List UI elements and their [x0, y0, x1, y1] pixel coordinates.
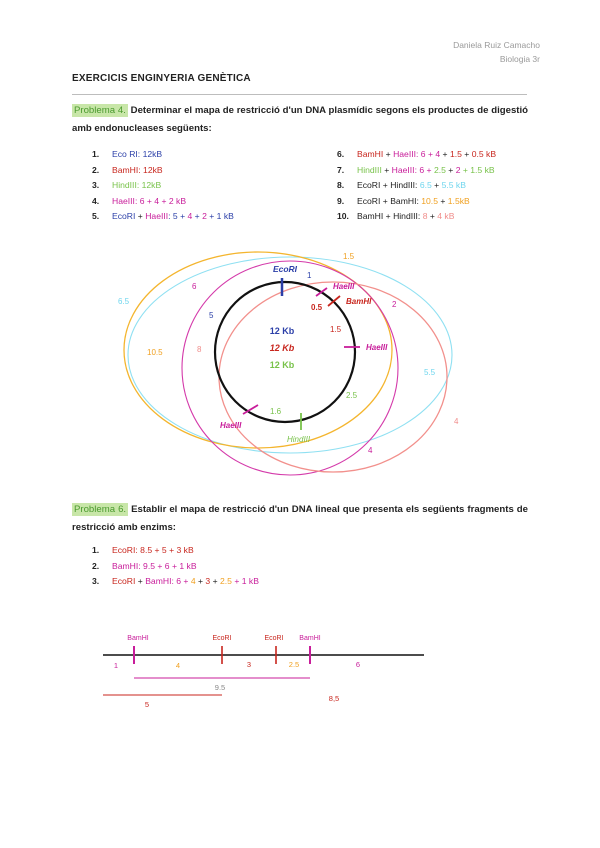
list-item-number: 3. — [92, 180, 100, 190]
arc-label-1-5-top: 1.5 — [343, 252, 355, 261]
list-item — [337, 178, 496, 194]
list-item-text: + — [135, 211, 146, 221]
arc-label-5-5: 5.5 — [424, 368, 436, 377]
problem4-text: Determinar el mapa de restricció d'un DNA plasmídic segons els productes de digestió amb endonucleases següents: — [72, 105, 529, 134]
arc-cyan-ecori-hindiii — [128, 257, 452, 453]
list-item — [92, 574, 259, 590]
list-item — [337, 163, 496, 179]
title-divider — [72, 94, 527, 95]
list-item-text: : — [416, 195, 422, 206]
arc-label-6-5: 6.5 — [118, 297, 130, 306]
list-item-text: 2 — [202, 211, 207, 221]
arc-label-0-5: 0.5 — [311, 303, 323, 312]
site-label-bamhi: BamHI — [346, 297, 372, 306]
list-item-text: 8 — [422, 211, 428, 221]
list-item-text: 3 — [205, 576, 211, 586]
list-item-number: 7. — [337, 164, 345, 175]
list-item-text: : 6 + 4 + 2 kB — [134, 195, 187, 206]
author-block — [453, 38, 540, 66]
site-label-haeiii-top: HaeIII — [333, 282, 355, 291]
list-item-text: : 12kB — [137, 149, 163, 159]
list-item-text: BamHI — [357, 211, 384, 221]
arc-label-1: 1 — [307, 271, 312, 280]
list-item-text: + — [437, 195, 448, 206]
list-item-number: 4. — [92, 195, 100, 206]
list-item-text: 4 kB — [437, 211, 455, 221]
list-item-text: + — [380, 195, 391, 206]
list-item-text: 4 — [190, 576, 196, 586]
list-item-text: 2.5 — [433, 164, 446, 175]
list-item-text: + — [381, 164, 392, 175]
list-item-text: 1.5kB — [447, 195, 470, 206]
segment-label-2-5: 2.5 — [288, 660, 300, 669]
arc-label-8: 8 — [197, 345, 202, 354]
list-item-text: 1.5 — [449, 149, 462, 159]
author-name: Daniela Ruiz Camacho — [453, 40, 540, 50]
list-item-number: 5. — [92, 211, 100, 221]
arc-label-2: 2 — [392, 300, 397, 309]
arc-label-4-magenta: 4 — [368, 446, 373, 455]
list-item-text: 2.5 — [219, 576, 232, 586]
list-item-text: HaeIII — [391, 164, 415, 175]
list-item-text: + — [427, 211, 438, 221]
linear-site-label-ecori-2: EcoRI — [264, 635, 284, 642]
list-item-text: HindIII — [112, 180, 137, 190]
arc-salmon-bamhi-hindiii — [219, 282, 447, 472]
list-item-text: 2 — [455, 164, 461, 175]
problem6-list — [92, 543, 259, 590]
linear-map — [0, 625, 600, 715]
list-item-text: + — [431, 180, 442, 190]
list-item-text: HindIII — [390, 180, 416, 190]
list-item-text: : 12kB — [138, 164, 163, 175]
linear-site-label-bamhi-1: BamHI — [127, 635, 149, 642]
list-item-text: + — [192, 211, 203, 221]
list-item-text: EcoRI: 8.5 + 5 + 3 kB — [112, 545, 194, 555]
segment-label-1: 1 — [113, 661, 119, 670]
list-item-text: + — [210, 576, 220, 586]
problem4-tag: Problema 4. — [74, 105, 126, 116]
list-item — [92, 209, 234, 225]
list-item-text: EcoRI — [357, 195, 381, 206]
arc-label-5: 5 — [209, 311, 214, 320]
arc-label-10-5: 10.5 — [147, 348, 163, 357]
list-item-text: + — [461, 149, 472, 159]
list-item-text: + — [440, 149, 450, 159]
plasmid-map — [0, 240, 600, 485]
list-item-text: BamHI: 9.5 + 6 + 1 kB — [112, 560, 197, 571]
problem4-statement — [72, 102, 528, 138]
site-label-haeiii-right: HaeIII — [366, 343, 388, 352]
fragment-label-5: 5 — [144, 700, 150, 709]
list-item-text: 4 — [435, 149, 441, 159]
segment-label-3: 3 — [246, 660, 252, 669]
list-item — [92, 194, 234, 210]
list-item — [92, 163, 234, 179]
center-label-ecori: 12 Kb — [269, 326, 295, 336]
list-item-number: 8. — [337, 180, 345, 190]
list-item — [337, 194, 496, 210]
list-item-text: BamHI — [390, 195, 417, 206]
list-item-number: 10. — [337, 211, 349, 221]
list-item-text: BamHI — [145, 576, 172, 586]
fragment-label-8-5: 8,5 — [328, 694, 340, 703]
center-label-bamhi: 12 Kb — [269, 343, 295, 353]
list-item-number: 2. — [92, 560, 100, 571]
list-item-text: HaeIII — [112, 195, 135, 206]
list-item — [92, 178, 234, 194]
list-item-text: + 1 kB — [231, 576, 259, 586]
arc-label-1-5-inner: 1.5 — [330, 325, 342, 334]
list-item-text: HindIII — [357, 164, 382, 175]
list-item-text: 4 — [187, 211, 193, 221]
list-item-text: 10.5 — [421, 195, 438, 206]
list-item-text: HaeIII — [145, 211, 169, 221]
linear-site-label-ecori-1: EcoRI — [212, 635, 232, 642]
center-label-hindiii: 12 Kb — [269, 360, 295, 370]
list-item-text: : — [415, 180, 420, 190]
list-item-number: 9. — [337, 195, 345, 206]
list-item-text: 0.5 kB — [471, 149, 497, 159]
list-item-number: 6. — [337, 149, 345, 159]
segment-label-6: 6 — [355, 660, 361, 669]
list-item-text: 6.5 — [419, 180, 432, 190]
list-item — [92, 147, 234, 163]
problem6-text: Establir el mapa de restricció d'un DNA lineal que presenta els següents fragments de restricció amb enzims: — [72, 504, 528, 533]
problem6-statement — [72, 501, 528, 537]
list-item — [337, 147, 496, 163]
list-item-number: 2. — [92, 164, 100, 175]
fragment-label-9-5: 9.5 — [214, 683, 226, 692]
arc-label-2-5: 2.5 — [346, 391, 358, 400]
list-item-text: : 6 + — [171, 576, 191, 586]
list-item-text: + — [195, 576, 206, 586]
site-label-haeiii-left: HaeIII — [220, 421, 242, 430]
list-item-text: + — [383, 149, 394, 159]
site-label-ecori: EcoRI — [272, 264, 298, 274]
list-item-text: + — [445, 164, 456, 175]
list-item-text: + — [383, 211, 394, 221]
list-item-text: + — [380, 180, 391, 190]
list-item-text: HindIII — [393, 211, 418, 221]
list-item-number: 3. — [92, 576, 100, 586]
problem4-list-right — [337, 147, 496, 225]
page-title: EXERCICIS ENGINYERIA GENÈTICA — [72, 73, 251, 84]
list-item-text: + 1 kB — [206, 211, 234, 221]
list-item-text: : 5 + — [168, 211, 188, 221]
list-item-text: + — [135, 576, 146, 586]
list-item-text: : 12kB — [136, 180, 162, 190]
list-item — [92, 559, 259, 575]
arc-label-1-6: 1.6 — [270, 407, 282, 416]
list-item-number: 1. — [92, 545, 100, 555]
list-item-number: 1. — [92, 149, 100, 159]
list-item-text: : — [417, 211, 423, 221]
list-item-text: BamHI — [112, 164, 139, 175]
list-item-text: : 6 + — [414, 164, 434, 175]
list-item-text: BamHI — [357, 149, 384, 159]
list-item-text: + 1.5 kB — [460, 164, 495, 175]
list-item-text: EcoRI — [357, 180, 381, 190]
arc-label-4-salmon: 4 — [454, 417, 459, 426]
list-item-text: 5.5 kB — [441, 180, 466, 190]
list-item-text: EcoRI — [112, 576, 136, 586]
list-item-text: HaeIII — [393, 149, 416, 159]
problem4-list-left — [92, 147, 234, 225]
course-name: Biologia 3r — [499, 54, 540, 64]
list-item — [92, 543, 259, 559]
problem6-tag: Problema 6. — [74, 504, 127, 515]
linear-site-label-bamhi-2: BamHI — [299, 635, 321, 642]
list-item — [337, 209, 496, 225]
site-label-hindiii: HindIII — [287, 435, 311, 444]
arc-label-6: 6 — [192, 282, 197, 291]
list-item-text: Eco RI — [112, 149, 138, 159]
list-item-text: EcoRI — [112, 211, 136, 221]
segment-label-4: 4 — [175, 661, 181, 670]
list-item-text: : 6 + — [416, 149, 436, 159]
